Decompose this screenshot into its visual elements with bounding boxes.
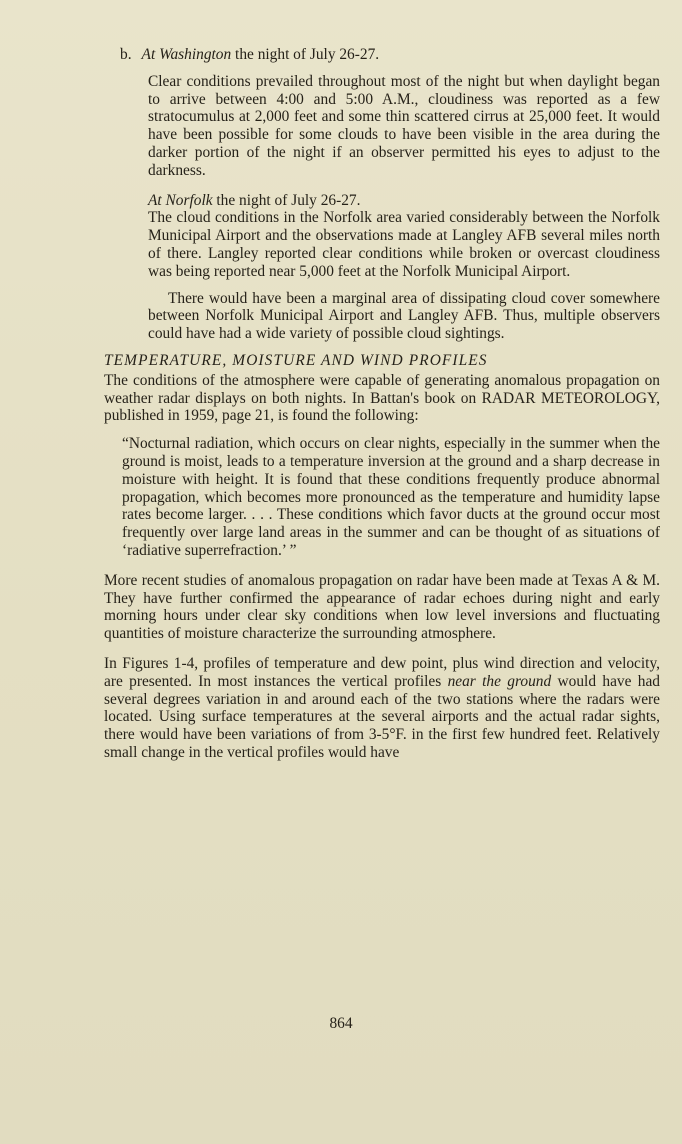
section-title: TEMPERATURE, MOISTURE AND WIND PROFILES	[104, 351, 488, 369]
washington-paragraph: Clear conditions prevailed throughout most of the night but when daylight began to arrive between 4:00 and 5:00 A.M., cloudiness was reported as a few stratocumulus at 2,000 feet and some thin scattered cirrus at 25,000 feet. It would have been possible for some clouds to have been visible in the area during the darker portion of the night if an observer permitted his eyes to adjust to the darkness.	[148, 72, 660, 179]
section-b-heading	[120, 46, 660, 64]
norfolk-heading	[148, 192, 660, 210]
norfolk-paragraph-2: There would have been a marginal area of dissipating cloud cover somewhere between Norfolk Municipal Airport and Langley AFB. Thus, multiple observers could have had a wide variety of possible cloud sightings.	[148, 289, 660, 343]
page-number: 864	[329, 1015, 353, 1032]
profiles-paragraph-2: More recent studies of anomalous propagation on radar have been made at Texas A & M. They have further confirmed the appearance of radar echoes during night and early morning hours under clear sky conditions when low level inversions and fluctuating quantities of moisture characterize the surrounding atmosphere.	[104, 571, 660, 643]
section-b-heading-rest: the night of July 26-27.	[231, 46, 380, 63]
profiles-paragraph-3-emphasis: near the ground	[447, 672, 552, 690]
norfolk-paragraph: The cloud conditions in the Norfolk area varied considerably between the Norfolk Municipal Airport and the observations made at Langley AFB several miles north of there. Langley reported clear conditions while broken or overcast cloudiness was being reported near 5,000 feet at the Norfolk Municipal Airport.	[148, 209, 660, 280]
norfolk-place: At Norfolk	[148, 191, 213, 209]
profiles-paragraph-3	[104, 655, 660, 762]
page-text	[104, 46, 660, 762]
section-b-label: b.	[120, 46, 132, 63]
profiles-paragraph-3-start: In Figures 1-4, profiles of temperature and dew point, plus wind direction and velocity, are presented. In most instances the vertical profiles	[104, 654, 660, 690]
battan-quote: “Nocturnal radiation, which occurs on clear nights, especially in the summer when the ground is moist, leads to a temperature inversion at the ground and a sharp decrease in moisture with height. It is found that these conditions frequently produce abnormal propagation, which becomes more pronounced as the temperature and humidity lapse rates become larger. . . . These conditions which favor ducts at the ground occur most frequently over large land areas in the summer and can be thought of as situations of ‘radiative superrefraction.’ ”	[122, 435, 660, 559]
norfolk-heading-rest: the night of July 26-27.	[212, 191, 361, 209]
section-b-place: At Washington	[141, 46, 232, 63]
profiles-paragraph-1: The conditions of the atmosphere were capable of generating anomalous propagation on weather radar displays on both nights. In Battan's book on RADAR METEOROLOGY, published in 1959, page 21, is found the following:	[104, 371, 660, 425]
profiles-paragraph-3-end: would have had several degrees variation in and around each of the two stations where the radars were located. Using surface temperatures at the several airports and the actual radar sights, there would have been variations of from 3-5°F. in the first few hundred feet. Relatively small change in the vertical profiles would have	[104, 672, 660, 761]
